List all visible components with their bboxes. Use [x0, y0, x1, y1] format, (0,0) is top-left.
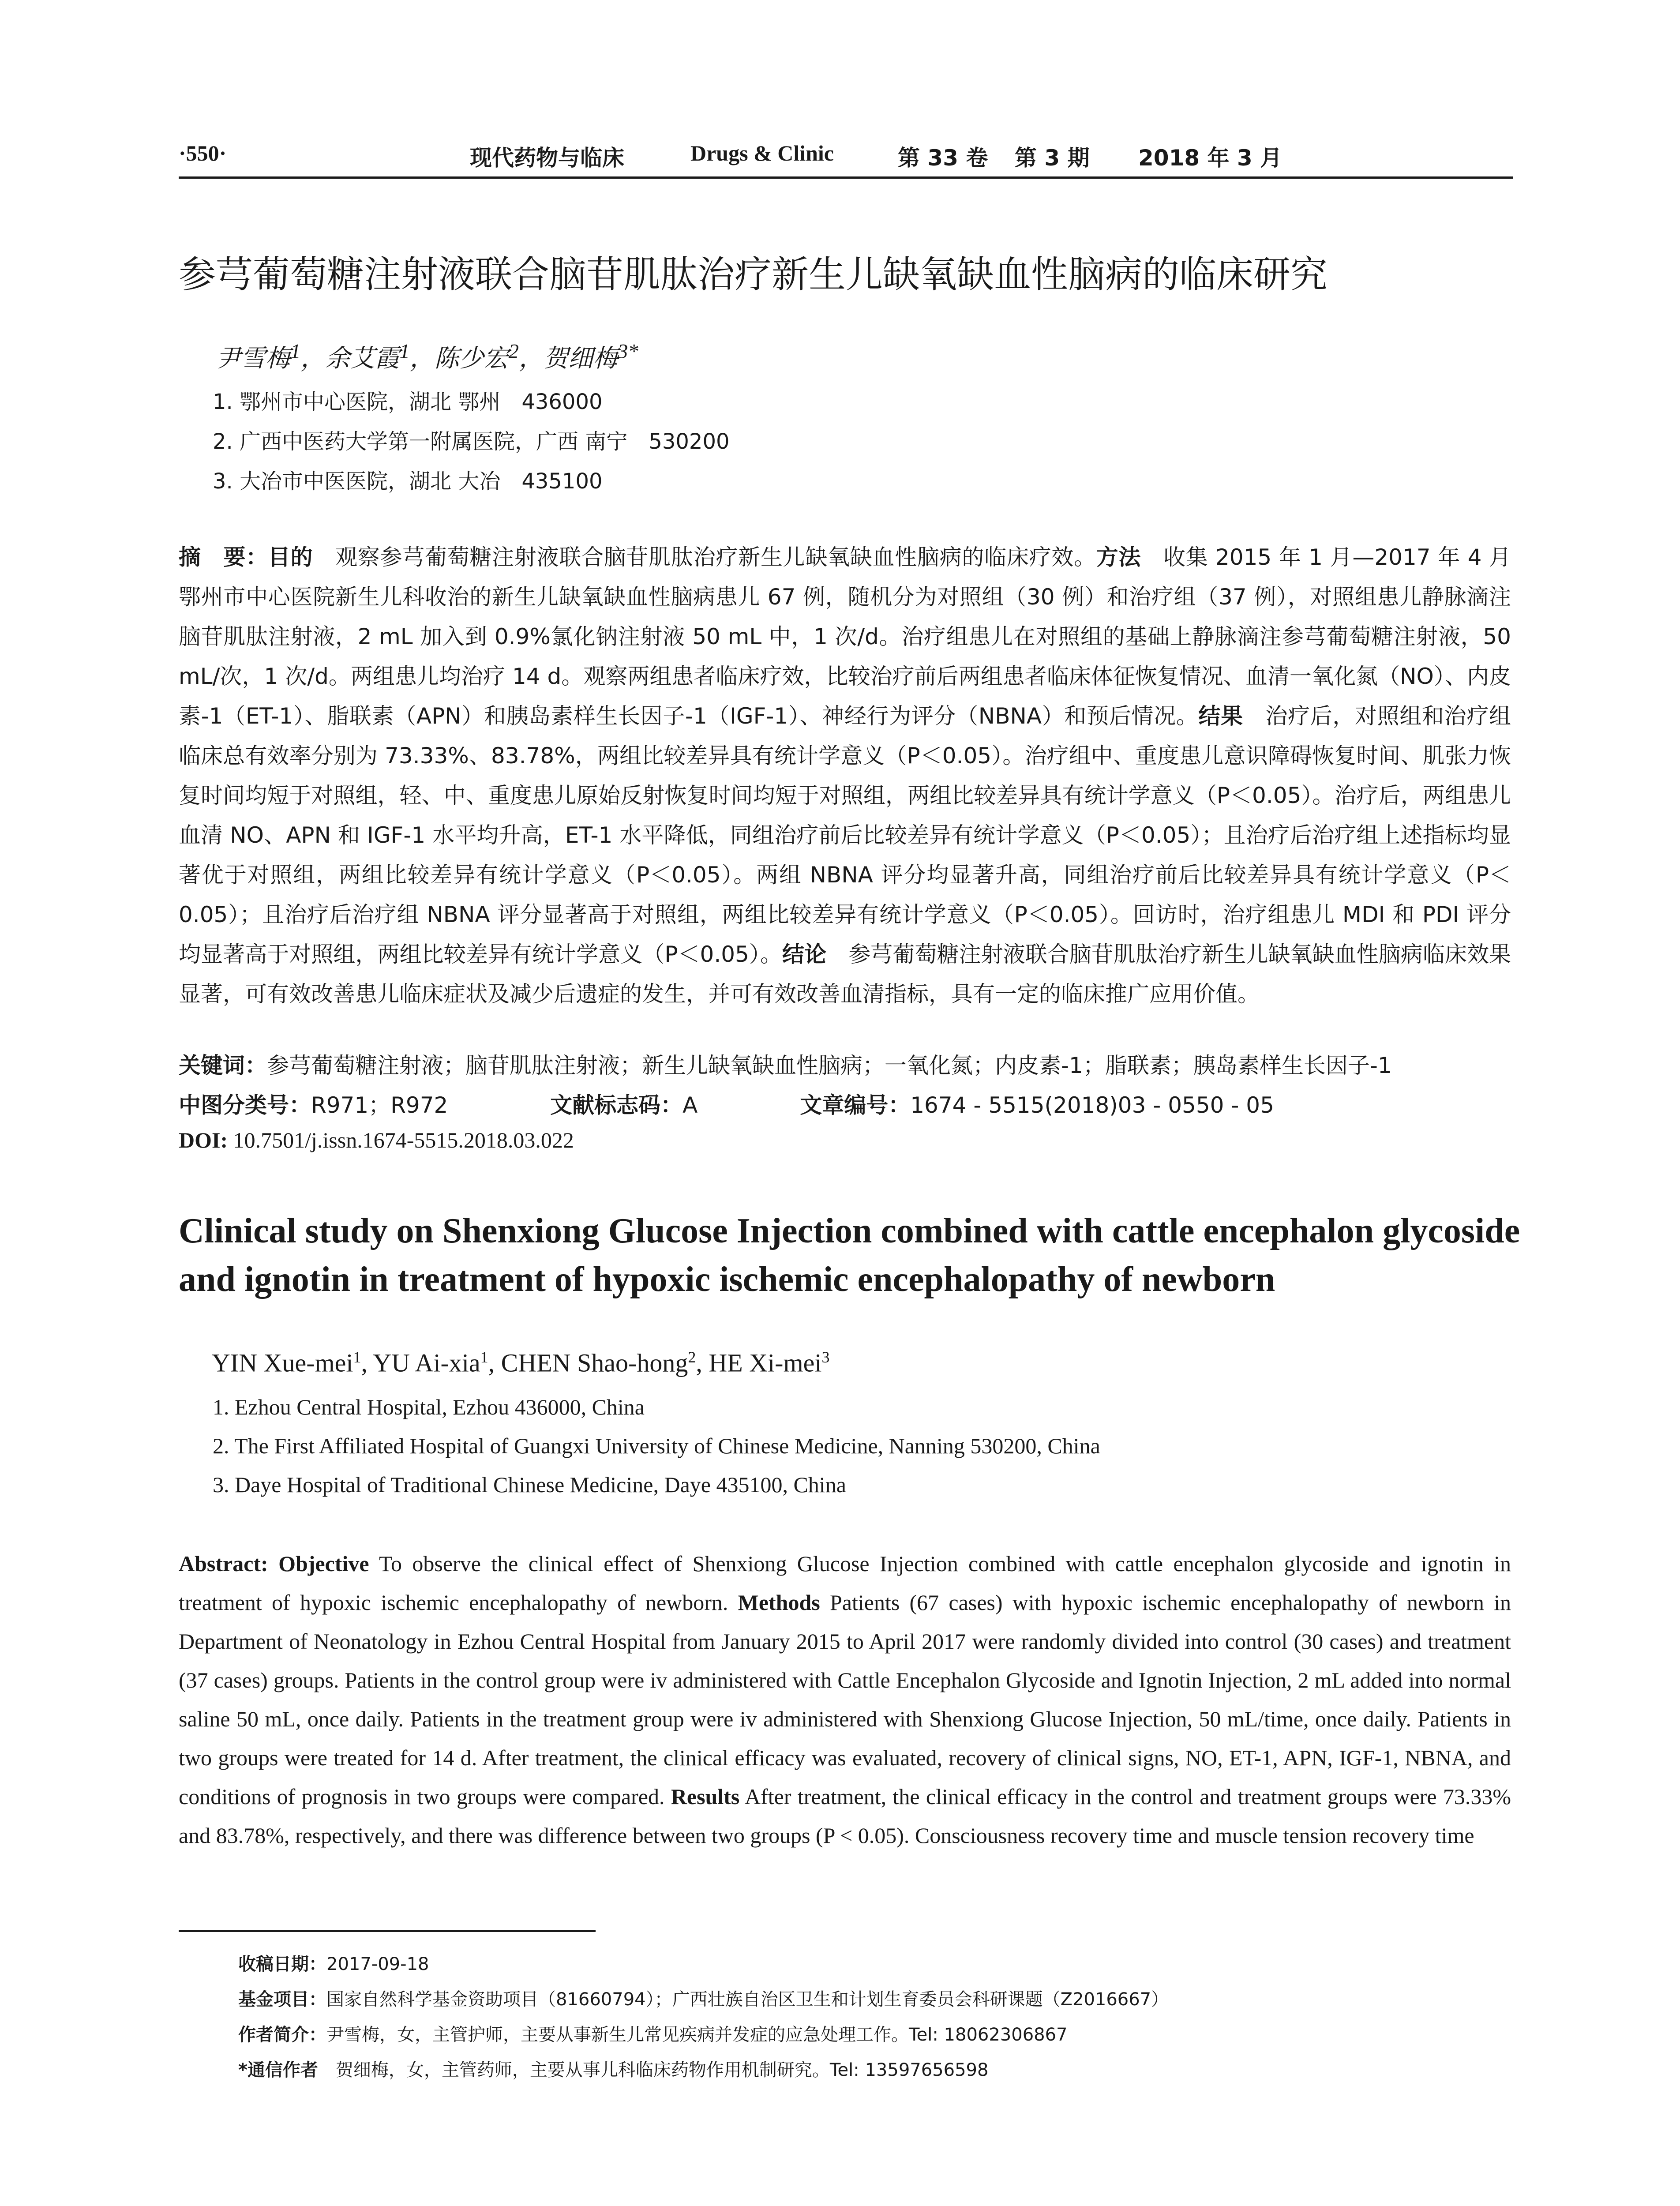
- clc-value: R971；R972: [311, 1092, 448, 1118]
- issue: 第 3 期: [1015, 145, 1090, 171]
- cn-results-text: 治疗后，对照组和治疗组临床总有效率分别为 73.33%、83.78%，两组比较差异具有统计学意义（P＜0.05）。治疗组中、重度患儿意识障碍恢复时间、肌张力恢复时间均短于对照组，轻、中、重度患儿原始反射恢复时间均短于对照组，两组比较差异具有统计学意义（P＜0.05）。治疗后，两组患儿血清 NO、APN 和 IGF-1 水平均升高，ET-1 水平降低，同组治疗前后比较差异有统计学意义（P＜0.05）；且治疗后治疗组上述指标均显著优于对照组，两组比较差异有统计学意义（P＜0.05）。两组 NBNA 评分均显著升高，同组治疗前后比较差异具有统计学意义（P＜0.05）；且治疗后治疗组 NBNA 评分显著高于对照组，两组比较差异有统计学意义（P＜0.05）。回访时，治疗组患儿 MDI 和 PDI 评分均显著高于对照组，两组比较差异有统计学意义（P＜0.05）。: [179, 703, 1511, 967]
- cn-conclusion-label: 结论: [782, 942, 827, 967]
- en-author-affiliation-mark: 3: [821, 1348, 830, 1366]
- keywords-label: 关键词：: [179, 1053, 267, 1078]
- en-author-name: YU Ai-xia: [373, 1348, 480, 1377]
- clc-label: 中图分类号：: [179, 1092, 311, 1118]
- footnote-funding-text: 国家自然科学基金资助项目（81660794）；广西壮族自治区卫生和计划生育委员会科研课题（Z2016667）: [326, 1989, 1169, 2010]
- page-title-en: Clinical study on Shenxiong Glucose Injection combined with cattle encephalon glycoside and ignotin in treatment of hypoxic ischemic encephalopathy of newborn: [179, 1212, 1520, 1299]
- doi-label: DOI:: [179, 1128, 228, 1152]
- author-list-cn: 尹雪梅$^1$，余艾霞$^1$，陈少宏$^2$，贺细梅$^{3*}$: [216, 340, 638, 372]
- footnote-funding-label: 基金项目：: [238, 1989, 326, 2010]
- footnote-received: [238, 1950, 429, 1975]
- cn-author-affiliation-mark: 2: [508, 340, 519, 363]
- affiliation-cn-1: 1. 鄂州市中心医院，湖北 鄂州 436000: [213, 390, 603, 414]
- running-header: [0, 140, 1680, 176]
- en-objective-text: To observe the clinical effect of Shenxiong Glucose Injection combined with cattle encephalon glycoside and ignotin in treatment of hypoxic ischemic encephalopathy of newborn.: [179, 1551, 1511, 1615]
- en-author-name: CHEN Shao-hong: [501, 1348, 688, 1377]
- keywords-line: [179, 1048, 1511, 1080]
- doi-value[interactable]: 10.7501/j.issn.1674-5515.2018.03.022: [233, 1128, 574, 1152]
- en-author-affiliation-mark: 1: [480, 1348, 488, 1366]
- journal-name-cn: 现代药物与临床: [470, 145, 624, 171]
- affiliation-en-2: 2. The First Affiliated Hospital of Guangxi University of Chinese Medicine, Nanning 530200, China: [213, 1433, 1100, 1458]
- keywords: 参芎葡萄糖注射液；脑苷肌肽注射液；新生儿缺氧缺血性脑病；一氧化氮；内皮素-1；脂联素；胰岛素样生长因子-1: [267, 1053, 1392, 1078]
- cn-author-affiliation-mark: 3*: [617, 340, 638, 363]
- article-no-label: 文章编号：: [800, 1092, 911, 1118]
- abstract-cn: [179, 537, 1511, 1014]
- cn-author-name: 贺细梅: [543, 345, 618, 372]
- affiliation-cn-2: 2. 广西中医药大学第一附属医院，广西 南宁 530200: [213, 429, 730, 454]
- cn-objective-label: 目的: [268, 544, 313, 570]
- cn-author-name: 陈少宏: [434, 345, 509, 372]
- article-no-value: 1674 - 5515(2018)03 - 0550 - 05: [910, 1092, 1274, 1118]
- footnote-author-bio-label: 作者简介：: [238, 2025, 326, 2045]
- en-methods-label: Methods: [738, 1590, 820, 1615]
- affiliation-cn-3: 3. 大冶市中医医院，湖北 大冶 435100: [213, 469, 603, 494]
- cn-author-affiliation-mark: 1: [399, 340, 410, 363]
- en-results-text: After treatment, the clinical efficacy in the control and treatment groups were 73.33% and 83.78%, respectively, and there was difference between two groups (P < 0.05). Consciousness recovery time and muscle tension recovery time: [179, 1784, 1511, 1848]
- footnote-rule: [179, 1930, 596, 1932]
- en-results-label: Results: [671, 1784, 740, 1809]
- cn-author-name: 尹雪梅: [216, 345, 290, 372]
- footnote-author-bio-text: 尹雪梅，女，主管护师，主要从事新生儿常见疾病并发症的应急处理工作。Tel: 18062306867: [326, 2025, 1068, 2045]
- volume: 第 33 卷: [898, 145, 988, 171]
- en-objective-label: Abstract: Objective: [179, 1551, 369, 1576]
- cn-author-name: 余艾霞: [325, 345, 400, 372]
- header-rule: [179, 176, 1513, 179]
- abstract-cn-label: 摘 要：: [179, 544, 268, 570]
- cn-methods-label: 方法: [1096, 544, 1141, 570]
- doc-code-value: A: [682, 1092, 698, 1118]
- affiliation-en-1: 1. Ezhou Central Hospital, Ezhou 436000, China: [213, 1395, 645, 1419]
- en-author-name: YIN Xue-mei: [212, 1348, 353, 1377]
- page-number: ·550·: [179, 141, 227, 165]
- en-author-name: HE Xi-mei: [709, 1348, 822, 1377]
- abstract-en: [179, 1544, 1511, 1855]
- cn-results-label: 结果: [1198, 703, 1243, 729]
- author-list-en: YIN Xue-mei$^1$, YU Ai-xia$^1$, CHEN Shao-hong$^2$, HE Xi-mei$^3$: [212, 1348, 830, 1377]
- footnote-corresponding-text: 贺细梅，女，主管药师，主要从事儿科临床药物作用机制研究。Tel: 13597656598: [318, 2060, 989, 2080]
- footnote-received-text: 2017-09-18: [326, 1954, 429, 1974]
- doc-code-label: 文献标志码：: [550, 1092, 683, 1118]
- en-author-affiliation-mark: 1: [353, 1348, 361, 1366]
- footnote-corresponding-label: *通信作者: [238, 2060, 318, 2080]
- doi-line: [179, 1127, 574, 1153]
- footnote-author-bio: [238, 2021, 1068, 2046]
- cn-author-affiliation-mark: 1: [290, 340, 301, 363]
- footnote-received-label: 收稿日期：: [238, 1954, 326, 1974]
- footnote-corresponding: [238, 2056, 988, 2081]
- footnote-funding: [238, 1985, 1169, 2011]
- affiliation-en-3: 3. Daye Hospital of Traditional Chinese Medicine, Daye 435100, China: [213, 1472, 846, 1497]
- cn-conclusion-text: 参芎葡萄糖注射液联合脑苷肌肽治疗新生儿缺氧缺血性脑病临床效果显著，可有效改善患儿临床症状及减少后遗症的发生，并可有效改善血清指标，具有一定的临床推广应用价值。: [179, 942, 1511, 1007]
- cn-objective-text: 观察参芎葡萄糖注射液联合脑苷肌肽治疗新生儿缺氧缺血性脑病的临床疗效。: [313, 544, 1096, 570]
- classification-line: [179, 1088, 1274, 1119]
- page-title-cn: 参芎葡萄糖注射液联合脑苷肌肽治疗新生儿缺氧缺血性脑病的临床研究: [179, 253, 1328, 296]
- issue-date: 2018 年 3 月: [1138, 145, 1282, 171]
- cn-methods-text: 收集 2015 年 1 月—2017 年 4 月鄂州市中心医院新生儿科收治的新生儿缺氧缺血性脑病患儿 67 例，随机分为对照组（30 例）和治疗组（37 例），对照组患儿静脉滴注脑苷肌肽注射液，2 mL 加入到 0.9%氯化钠注射液 50 mL 中，1 次/d。治疗组患儿在对照组的基础上静脉滴注参芎葡萄糖注射液，50 mL/次，1 次/d。两组患儿均治疗 14 d。观察两组患者临床疗效，比较治疗前后两组患者临床体征恢复情况、血清一氧化氮（NO）、内皮素-1（ET-1）、脂联素（APN）和胰岛素样生长因子-1（IGF-1）、神经行为评分（NBNA）和预后情况。: [179, 544, 1511, 729]
- en-author-affiliation-mark: 2: [688, 1348, 696, 1366]
- en-methods-text: Patients (67 cases) with hypoxic ischemic encephalopathy of newborn in Department of Neonatology in Ezhou Central Hospital from January 2015 to April 2017 were randomly divided into control (30 cases) and treatment (37 cases) groups. Patients in the control group were iv administered with Cattle Encephalon Glycoside and Ignotin Injection, 2 mL added into normal saline 50 mL, once daily. Patients in the treatment group were iv administered with Shenxiong Glucose Injection, 50 mL/time, once daily. Patients in two groups were treated for 14 d. After treatment, the clinical efficacy was evaluated, recovery of clinical signs, NO, ET-1, APN, IGF-1, NBNA, and conditions of prognosis in two groups were compared.: [179, 1590, 1511, 1809]
- journal-name-en: Drugs & Clinic: [690, 141, 834, 165]
